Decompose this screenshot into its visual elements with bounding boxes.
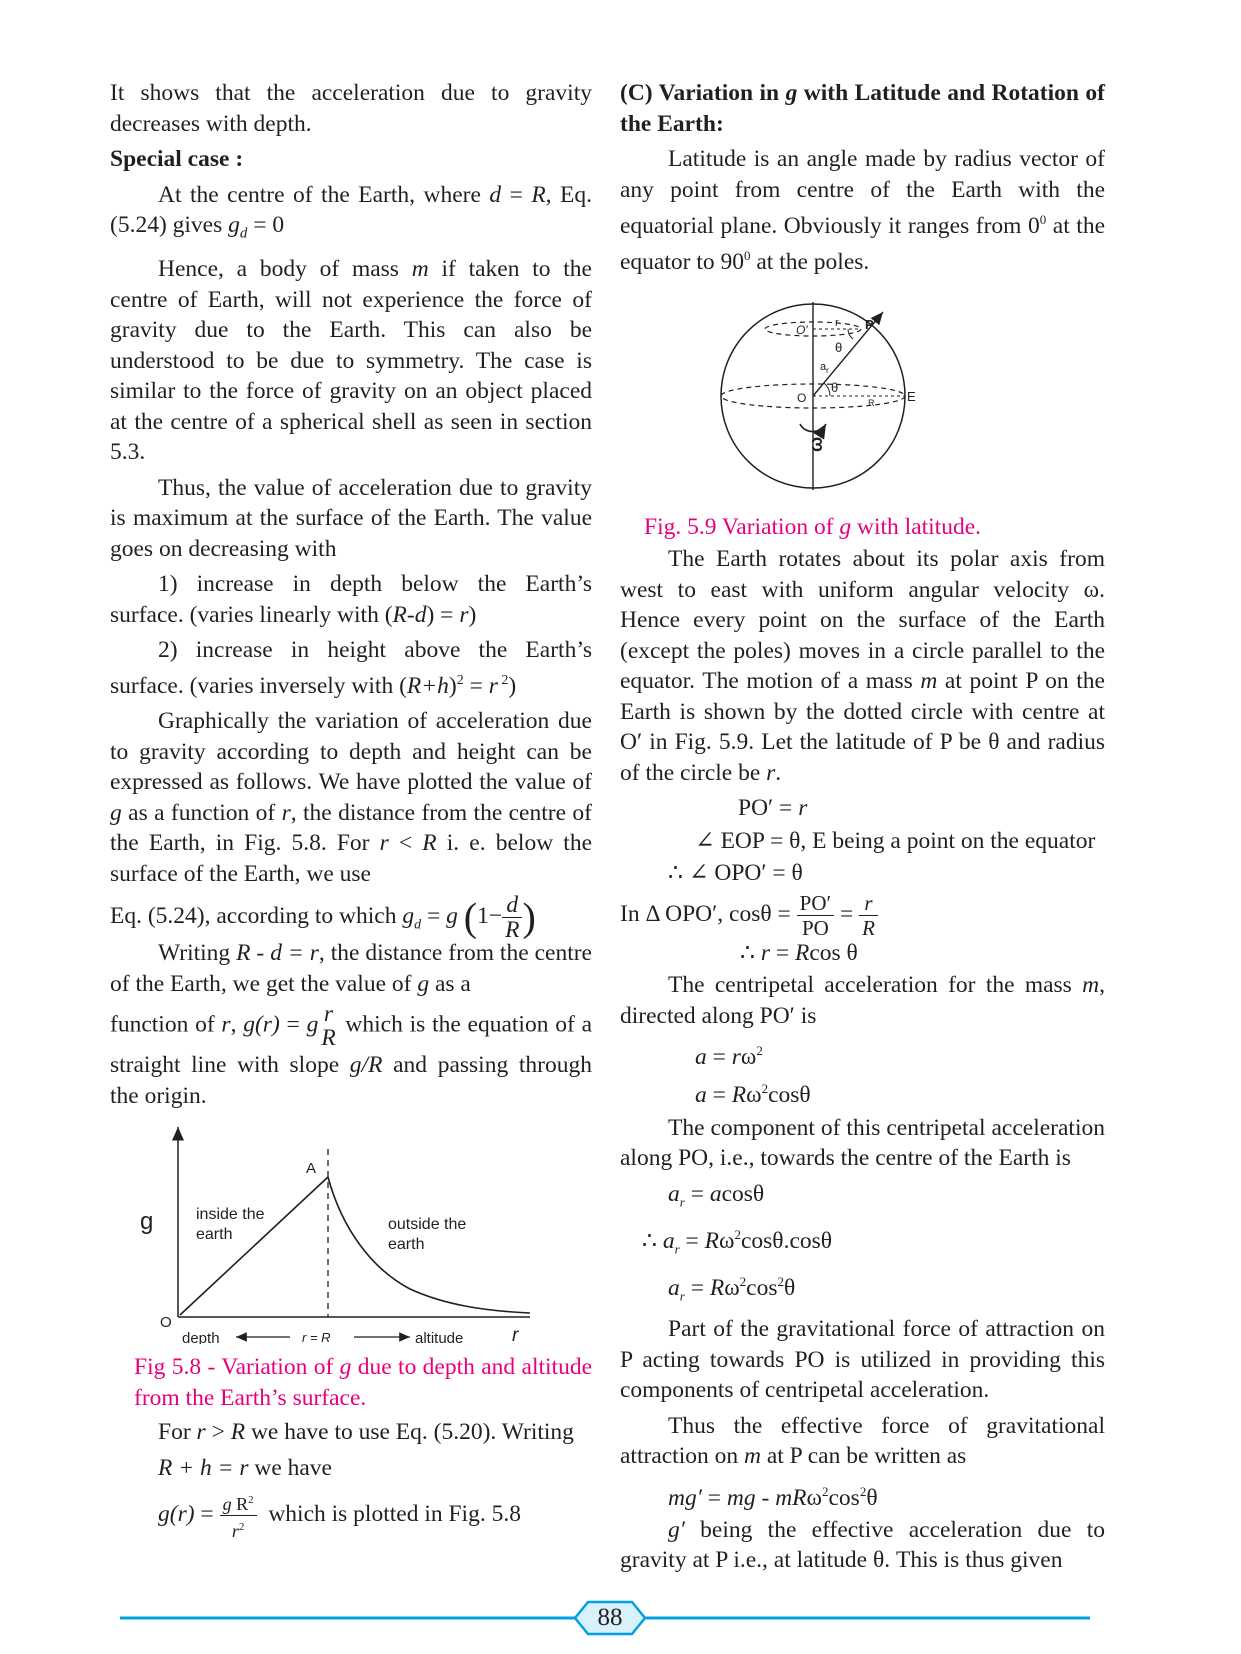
equation: ∴ ∠ OPO′ = θ — [668, 860, 803, 887]
R-label: R — [868, 397, 875, 408]
equation: $a = r\omega^2$ — [695, 1043, 763, 1070]
g-vs-r-graph — [110, 1119, 592, 1344]
paragraph: function of r, g(r) = g r R which is the equation of a straight line with slope g/R and passing through the origin. — [110, 1001, 592, 1109]
paragraph: 2) increase in height above the Earth’s surface. (varies inversely with $(R+h)^2 = r$ $^2$) — [110, 637, 592, 699]
theta-top-label: θ — [835, 339, 843, 355]
paragraph: 1) increase in depth below the Earth’s surface. (varies linearly with (R-d) = r) — [110, 571, 592, 628]
y-axis-label: g — [140, 1208, 154, 1236]
paragraph: Graphically the variation of acceleration due to gravity according to depth and height can be expressed as follows. We have plotted the value of g as a function of r, the distance from the centre of the Earth, in Fig. 5.8. For r < R i. e. below the surface of the Earth, we use — [110, 708, 593, 887]
page-footer — [120, 1598, 1090, 1638]
equation: ∴ r = Rcos θ — [740, 939, 858, 966]
point-e-label: E — [907, 388, 916, 404]
equation: PO′ = r — [738, 795, 808, 822]
point-a-label: A — [306, 1160, 317, 1178]
omega-label: ω — [806, 436, 826, 452]
paragraph: Part of the gravitational force of attraction on P acting towards PO is utilized in providing this components of centripetal acceleration. — [620, 1316, 1105, 1404]
paragraph: Thus, the value of acceleration due to gravity is maximum at the surface of the Earth. The value goes on decreasing with — [110, 474, 592, 562]
inside-line — [180, 1177, 328, 1315]
left-column — [110, 78, 592, 1547]
paragraph: g′ being the effective acceleration due to gravity at P i.e., at latitude θ. This is thus given — [620, 1516, 1105, 1574]
equation: In Δ OPO′, cosθ = $\frac{PO'}{PO}$ = $\frac{r}{R}$ — [620, 891, 1105, 940]
section-heading: (C) Variation in g with Latitude and Rotation of the Earth: — [620, 80, 1105, 137]
right-column — [620, 78, 1105, 1581]
special-case-heading: Special case : — [110, 146, 244, 172]
figure-5-8 — [110, 1119, 592, 1344]
equation-g-of-r: g(r) = $\frac{g R^2}{r^2}$ which is plotted in Fig. 5.8 — [110, 1489, 592, 1542]
outside-label: earth — [388, 1236, 425, 1254]
depth-label: depth — [182, 1330, 220, 1345]
inside-label: inside the — [196, 1206, 265, 1224]
equation: $a_r = acos\theta$ — [668, 1180, 765, 1210]
paragraph: Writing R - d = r, the distance from the centre of the Earth, we get the value of g as a — [110, 940, 592, 997]
outside-curve — [328, 1177, 530, 1313]
figure-5-9-caption: Fig. 5.9 Variation of g with latitude. — [644, 513, 982, 540]
paragraph: It shows that the acceleration due to gravity decreases with depth. — [110, 80, 592, 137]
r-equals-r-label: r = R — [302, 1330, 331, 1345]
point-p-label: P — [865, 316, 874, 332]
inside-label: earth — [196, 1226, 233, 1244]
paragraph: Hence, a body of mass m if taken to the centre of Earth, will not experience the force of gravity due to the Earth. This can also be understood to be due to symmetry. The case is similar to the force of gravity on an object placed at the centre of a spherical shell as seen in section 5.3. — [110, 256, 592, 466]
outside-label: outside the — [388, 1216, 467, 1234]
origin-label: O — [160, 1314, 172, 1332]
paragraph: At the centre of the Earth, where d = R, Eq. (5.24) gives $g_d = 0$ — [110, 181, 592, 242]
equation: mg′ = mg - $mR\omega^2\cos^2\theta$ — [668, 1483, 878, 1511]
paragraph: Latitude is an angle made by radius vector of any point from centre of the Earth with the equatorial plane. Obviously it ranges from $0^0$ at the equator to $90^0$ at the poles. — [620, 146, 1105, 276]
paragraph: The centripetal acceleration for the mass m, directed along PO′ is — [620, 972, 1105, 1029]
theta-bottom-label: θ — [831, 379, 839, 395]
ar-label: $a_r$ — [820, 360, 829, 375]
equation: ∴ $a_r = R\omega^2\cos\theta.\cos\theta$ — [642, 1227, 833, 1257]
paragraph: The Earth rotates about its polar axis from west to east with uniform angular velocity ω. Hence every point on the surface of the Earth (except the poles) moves in a circle parallel to the equator. The motion of a mass m at point P on the Earth is shown by the dotted circle with centre at O′ in Fig. 5.9. Let the latitude of P be θ and radius of the circle be r. — [620, 546, 1105, 786]
equation: $a = R\omega^2\cos\theta$ — [695, 1081, 811, 1109]
altitude-label: altitude — [415, 1330, 464, 1345]
paragraph: R + h = r we have — [158, 1454, 332, 1481]
origin-o-label: O — [797, 390, 807, 405]
earth-latitude-diagram — [620, 284, 1105, 502]
equation: ∠ EOP = θ, E being a point on the equator — [695, 827, 1096, 854]
figure-5-8-caption: Fig 5.8 - Variation of g due to depth and altitude from the Earth’s surface. — [134, 1354, 593, 1411]
equation-5-24: Eq. (5.24), according to which $g_d = g$ (1− $\frac{d}{R}$ ) — [110, 892, 536, 944]
theta-arc-bottom — [824, 383, 830, 396]
r-label: r — [835, 316, 839, 329]
theta-arc-top — [848, 329, 853, 339]
figure-5-9 — [620, 284, 1105, 502]
x-axis-label: r — [512, 1325, 519, 1345]
paragraph: The component of this centripetal acceleration along PO, i.e., towards the centre of the Earth is — [620, 1114, 1105, 1172]
o-prime-label: O′ — [796, 322, 808, 337]
paragraph: For r > R we have to use Eq. (5.20). Writing — [158, 1419, 574, 1446]
equation: $a_r = R\omega^2\cos^2\theta$ — [668, 1274, 796, 1304]
paragraph: Thus the effective force of gravitational attraction on m at P can be written as — [620, 1412, 1105, 1470]
page-number: 88 — [597, 1604, 623, 1631]
